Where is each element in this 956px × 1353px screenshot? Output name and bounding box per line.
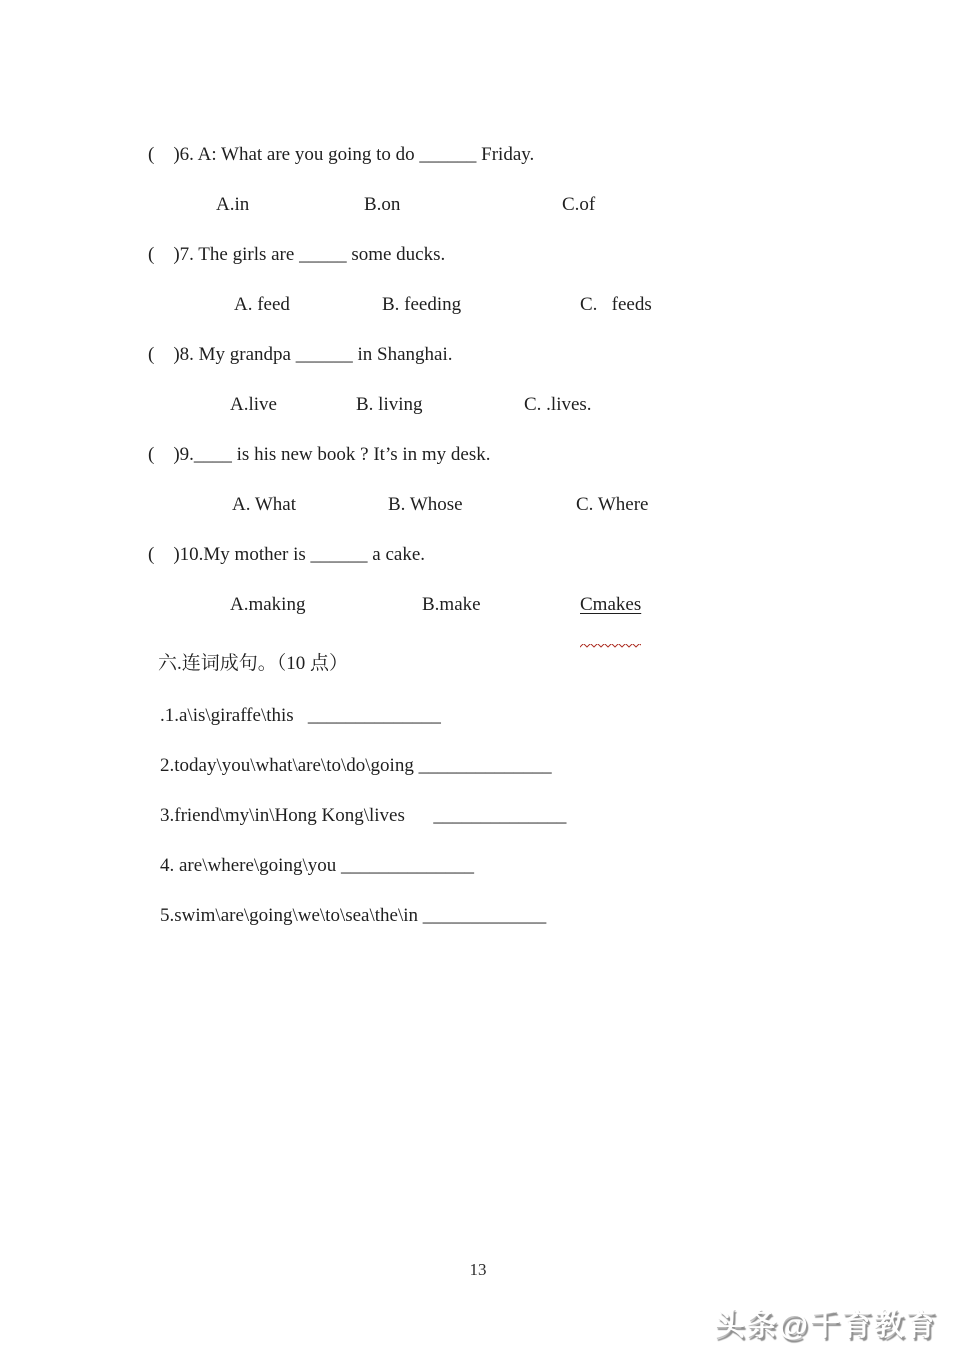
question-9-options	[148, 491, 916, 541]
worksheet-body	[148, 141, 916, 952]
question-7-option-b: B. feeding	[382, 294, 462, 315]
section-six-title: 六.连词成句。（10 点）	[158, 653, 349, 674]
question-7-option-c: C. feeds	[580, 294, 652, 315]
question-9-option-a: A. What	[232, 494, 297, 515]
question-8-option-b: B. living	[356, 394, 423, 415]
question-7-stem: ( )7. The girls are _____ some ducks.	[148, 244, 446, 265]
rearrange-item-2: 2.today\you\what\are\to\do\going ______________	[160, 755, 552, 776]
question-9-option-c: C. Where	[576, 494, 649, 515]
watermark: 头条@千育教育	[714, 1309, 938, 1342]
rearrange-item-1: .1.a\is\giraffe\this ______________	[160, 705, 441, 726]
question-10-option-a: A.making	[230, 594, 306, 615]
question-8-option-c: C. .lives.	[524, 394, 592, 415]
question-10-stem: ( )10.My mother is ______ a cake.	[148, 544, 426, 565]
rearrange-item-5: 5.swim\are\going\we\to\sea\the\in _____________	[160, 905, 547, 926]
question-9-option-b: B. Whose	[388, 494, 463, 515]
question-6-option-c: C.of	[562, 194, 596, 215]
question-8-option-a: A.live	[230, 394, 277, 415]
question-6-options	[148, 191, 916, 241]
question-6-option-a: A.in	[216, 194, 250, 215]
question-10-option-b: B.make	[422, 594, 481, 615]
question-9-stem: ( )9.____ is his new book ? It’s in my desk.	[148, 444, 491, 465]
question-10-option-c: Cmakes	[580, 591, 641, 641]
rearrange-item-4: 4. are\where\going\you ______________	[160, 855, 474, 876]
question-8-options	[148, 391, 916, 441]
question-7-option-a: A. feed	[234, 294, 290, 315]
rearrange-item-3: 3.friend\my\in\Hong Kong\lives ______________	[160, 805, 567, 826]
question-8-stem: ( )8. My grandpa ______ in Shanghai.	[148, 344, 453, 365]
page-number: 13	[469, 1260, 487, 1279]
question-6-option-b: B.on	[364, 194, 401, 215]
question-6-stem: ( )6. A: What are you going to do ______ Friday.	[148, 144, 535, 165]
question-7-options	[148, 291, 916, 341]
question-10-options	[148, 591, 916, 641]
